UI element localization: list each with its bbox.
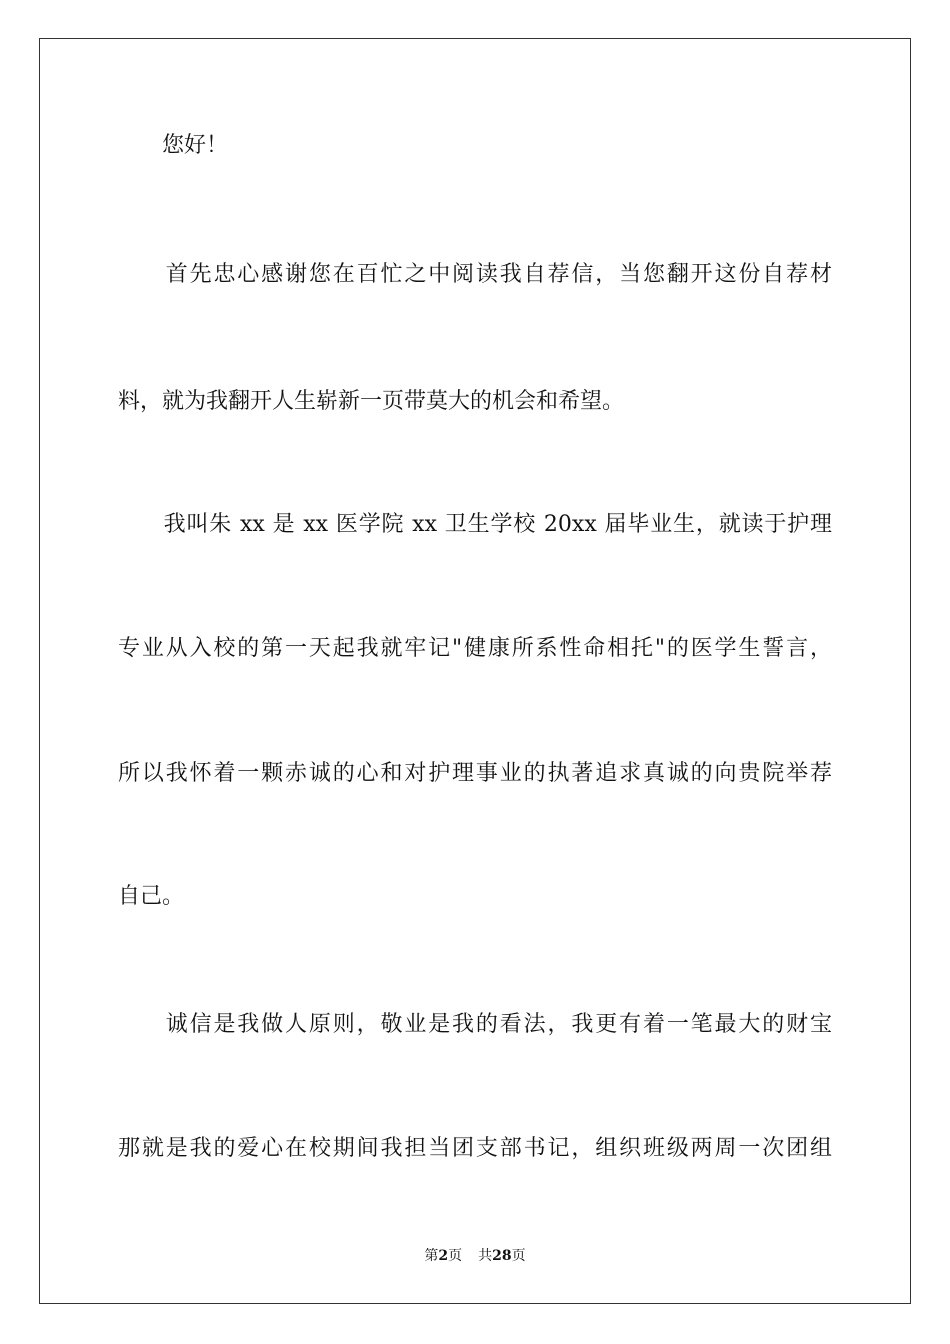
page-current: 2 (438, 1248, 449, 1264)
text-line-9: 那就是我的爱心在校期间我担当团支部书记，组织班级两周一次团组 (118, 1136, 832, 1161)
page-border (39, 38, 911, 1304)
text-line-2: 首先忠心感谢您在百忙之中阅读我自荐信，当您翻开这份自荐材 (118, 262, 832, 287)
page-prefix: 第 (424, 1248, 439, 1264)
total-suffix: 页 (511, 1248, 526, 1264)
page-total: 28 (492, 1248, 512, 1264)
text-line-4: 我叫朱 xx 是 xx 医学院 xx 卫生学校 20xx 届毕业生，就读于护理 (118, 512, 832, 537)
text-line-8: 诚信是我做人原则，敬业是我的看法，我更有着一笔最大的财宝 (118, 1012, 832, 1037)
text-line-5: 专业从入校的第一天起我就牢记"健康所系性命相托"的医学生誓言， (118, 636, 832, 661)
text-line-1: 您好！ (118, 133, 229, 158)
text-line-3: 料，就为我翻开人生崭新一页带莫大的机会和希望。 (118, 389, 625, 414)
page-footer (0, 1247, 950, 1265)
total-prefix: 共 (478, 1248, 493, 1264)
text-line-6: 所以我怀着一颗赤诚的心和对护理事业的执著追求真诚的向贵院举荐 (118, 761, 832, 786)
page-suffix: 页 (448, 1248, 463, 1264)
text-line-7: 自己。 (118, 884, 185, 909)
